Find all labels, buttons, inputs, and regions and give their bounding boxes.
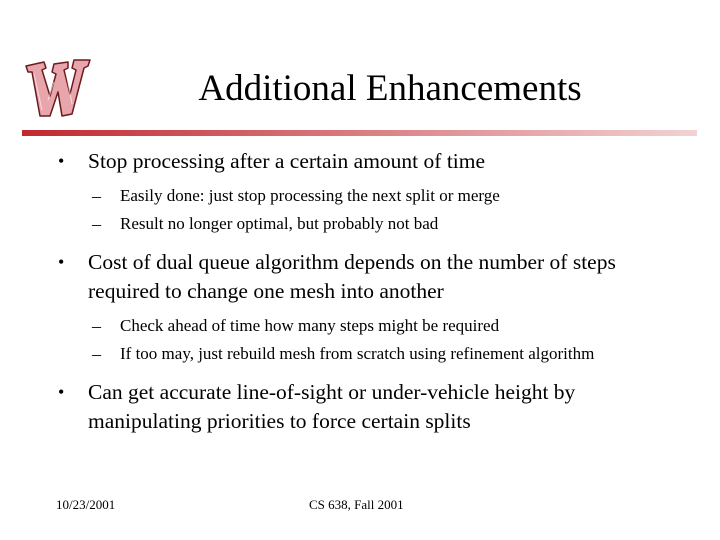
sub-marker: – xyxy=(92,344,101,364)
bullet-item xyxy=(56,248,676,366)
sub-item xyxy=(88,342,676,366)
sub-marker: – xyxy=(92,186,101,206)
bullet-marker: • xyxy=(58,252,65,272)
footer-date: 10/23/2001 xyxy=(56,497,116,512)
footer-course: CS 638, Fall 2001 xyxy=(309,497,404,512)
bullet-item xyxy=(56,378,676,436)
bullet-text: Stop processing after a certain amount of time xyxy=(88,149,486,173)
title-divider xyxy=(22,130,697,136)
sub-text: Check ahead of time how many steps might be required xyxy=(120,316,500,335)
slide-body xyxy=(56,147,676,442)
sub-item xyxy=(88,212,676,236)
sub-text: Easily done: just stop processing the next split or merge xyxy=(120,186,500,205)
sub-text: Result no longer optimal, but probably not bad xyxy=(120,214,439,233)
sub-marker: – xyxy=(92,316,101,336)
bullet-text: Can get accurate line-of-sight or under-vehicle height by manipulating priorities to force certain splits xyxy=(88,380,576,433)
sub-text: If too may, just rebuild mesh from scratch using refinement algorithm xyxy=(120,344,595,363)
slide-title: Additional Enhancements xyxy=(198,68,582,109)
sub-marker: – xyxy=(92,214,101,234)
university-w-logo-icon xyxy=(22,54,92,120)
sub-item xyxy=(88,314,676,338)
sub-item xyxy=(88,184,676,208)
bullet-marker: • xyxy=(58,382,65,402)
bullet-item xyxy=(56,147,676,236)
bullet-text: Cost of dual queue algorithm depends on the number of steps required to change one mesh into another xyxy=(88,250,616,303)
bullet-marker: • xyxy=(58,151,65,171)
sub-list xyxy=(88,314,676,366)
sub-list xyxy=(88,184,676,236)
